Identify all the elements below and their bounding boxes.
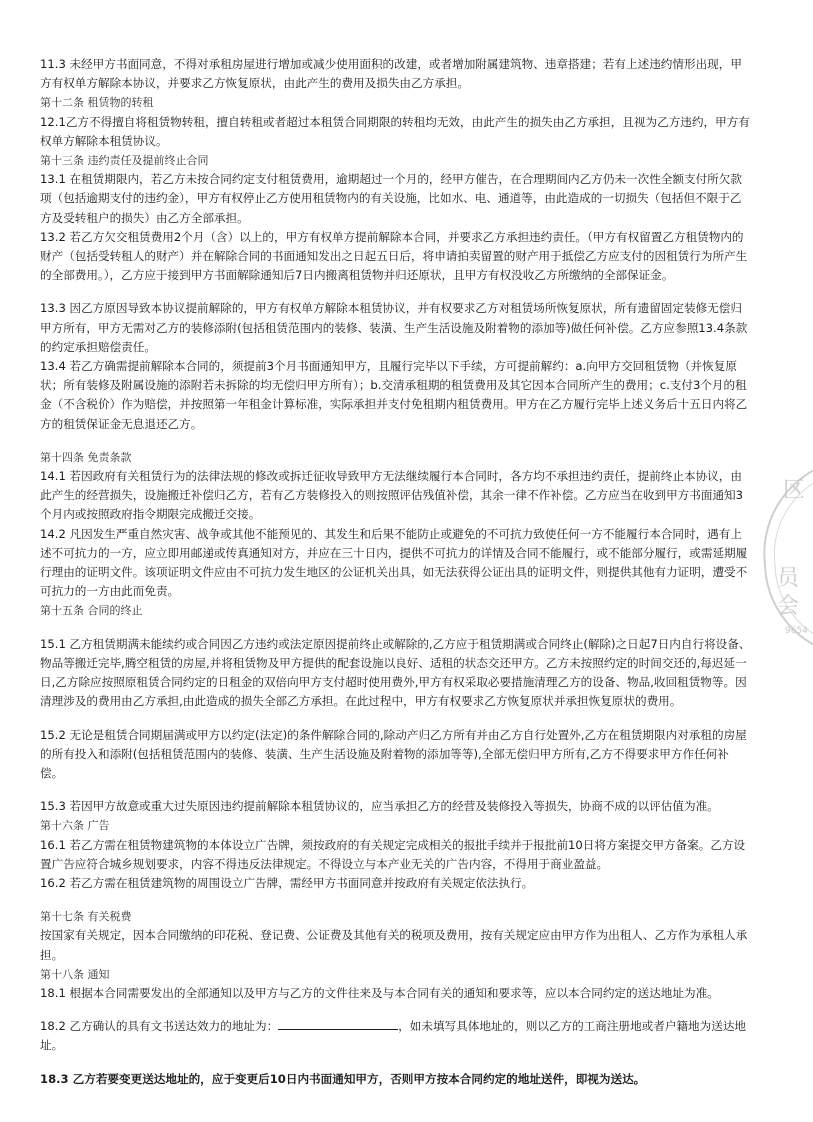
- article-heading-art-13: 第十三条 违约责任及提前终止合同: [40, 154, 209, 168]
- clause-p13-2: 13.2 若乙方欠交租赁费用2个月（含）以上的，甲方有权单方提前解除本合同，并要求乙方承担违约责任。（甲方有权留置乙方租赁物内的财产（包括受转租人的财产）并在解除合同的书面通知发出之日起五日后，将申请拍卖留置的财产用于抵偿乙方应支付的因租赁行为所产生的全部费用。），乙方应于接到甲方书面解除通知后7日内搬离租赁物并归还原状，且甲方有权没收乙方所缴纳的全部保证金。: [40, 229, 748, 283]
- clause-list: [40, 55, 752, 1003]
- clause-18-2-text-after: ，如未填写具体地址的，则以乙方的工商注册地或者户籍地为送达地址。: [40, 1019, 747, 1053]
- svg-text:会: 会: [777, 594, 800, 619]
- article-heading-art-17: 第十七条 有关税费: [40, 910, 132, 924]
- clause-p13-4: 13.4 若乙方确需提前解除本合同的，须提前3个月书面通知甲方，且履行完毕以下手续，方可提前解约：a.向甲方交回租赁物（并恢复原状；所有装修及附属设施的添附若未拆除的均无偿归甲方所有）；b.交清承租期的租赁费用及其它因本合同所产生的费用；c.支付3个月的租金（不含税价）作为赔偿，并按照第一年租金计算标准，实际承担并支付免租期内租赁费用。甲方在乙方履行完毕上述义务后十五日内将乙方的租赁保证金无息退还乙方。: [40, 359, 748, 431]
- article-heading-art-12: 第十二条 租赁物的转租: [40, 96, 154, 110]
- svg-text:员: 员: [777, 566, 800, 591]
- clause-18-2: [40, 1017, 752, 1055]
- clause-p13-3: 13.3 因乙方原因导致本协议提前解除的，甲方有权单方解除本租赁协议，并有权要求乙方对租赁场所恢复原状，所有遗留固定装修无偿归甲方所有，甲方无需对乙方的装修添附(包括租赁范围内的装修、装潢、生产生活设施及附着物的添加等)做任何补偿。乙方应参照13.4条款的约定承担赔偿责任。: [40, 301, 748, 354]
- clause-p15-3: 15.3 若因甲方故意或重大过失原因违约提前解除本租赁协议的，应当承担乙方的经营及装修投入等损失，协商不成的以评估值为准。: [40, 799, 719, 814]
- clause-p14-1: 14.1 若因政府有关租赁行为的法律法规的修改或拆迁征收导致甲方无法继续履行本合同时，各方均不承担违约责任，提前终止本协议，由此产生的经营损失，设施搬迁补偿归乙方，若有乙方装修投入的则按照评估残值补偿，其余一律不作补偿。乙方应当在收到甲方书面通知3个月内或按照政府指令期限完成搬迁交接。: [40, 469, 744, 522]
- clause-p17: 按国家有关规定，因本合同缴纳的印花税、登记费、公证费及其他有关的税项及费用，按有关规定应由甲方作为出租人、乙方作为承租人承担。: [40, 928, 748, 962]
- clause-p18-1: 18.1 根据本合同需要发出的全部通知以及甲方与乙方的文件往来及与本合同有关的通知和要求等，应以本合同约定的送达地址为准。: [40, 985, 719, 1000]
- clause-p14-2: 14.2 凡因发生严重自然灾害、战争或其他不能预见的、其发生和后果不能防止或避免的不可抗力致使任何一方不能履行本合同时，遇有上述不可抗力的一方，应立即用邮递或传真通知对方，并应在三十日内，提供不可抗力的详情及合同不能履行，或不能部分履行，或需延期履行理由的证明文件。该项证明文件应由不可抗力发生地区的公证机关出具，如无法获得公证出具的证明文件，则提供其他有力证明，遭受不可抗力的一方由此而免责。: [40, 526, 748, 599]
- article-heading-art-18: 第十八条 通知: [40, 967, 110, 981]
- article-heading-art-15: 第十五条 合同的终止: [40, 604, 143, 618]
- svg-text:9654: 9654: [785, 626, 808, 636]
- clause-p16-2: 16.2 若乙方需在租赁建筑物的周围设立广告牌，需经甲方书面同意并按政府有关规定依法执行。: [40, 875, 534, 890]
- clause-18-3: 18.3 乙方若要变更送达地址的，应于变更后10日内书面通知甲方，否则甲方按本合同约定的地址送件，即视为送达。: [40, 1071, 646, 1086]
- address-blank-line: [278, 1017, 398, 1030]
- clause-p16-1: 16.1 若乙方需在租赁物建筑物的本体设立广告牌，须按政府的有关规定完成相关的报批手续并于报批前10日将方案提交甲方备案。乙方设置广告应符合城乡规划要求，内容不得违反法律规定。不得设立与本产业无关的广告内容，不得用于商业盈益。: [40, 837, 746, 871]
- clause-p15-1: 15.1 乙方租赁期满未能续约或合同因乙方违约或法定原因提前终止或解除的,乙方应于租赁期满或合同终止(解除)之日起7日内自行将设备、物品等搬迁完毕,腾空租赁的房屋,并将租赁物及甲方提供的配套设施以良好、适租的状态交还甲方。乙方未按照约定的时间交还的,每迟延一日,乙方除应按照原租赁合同约定的日租金的双倍向甲方支付超时使用费外,甲方有权采取必要措施清理乙方的设备、物品,收回租赁物等。因清理涉及的费用由乙方承担,由此造成的损失全部乙方承担。在此过程中，甲方有权要求乙方恢复原状并承担恢复原状的费用。: [40, 636, 751, 709]
- article-heading-art-14: 第十四条 免责条款: [40, 450, 132, 464]
- clause-p11-3: 11.3 未经甲方书面同意，不得对承租房屋进行增加或减少使用面积的改建，或者增加附属建筑物、违章搭建；若有上述违约情形出现，甲方有权单方解除本协议，并要求乙方恢复原状，由此产生的费用及损失由乙方承担。: [40, 57, 742, 91]
- clause-18-2-text-before: 18.2 乙方确认的具有文书送达效力的地址为：: [40, 1019, 279, 1034]
- svg-text:区: 区: [783, 478, 806, 503]
- clause-p12-1: 12.1乙方不得擅自将租赁物转租，擅自转租或者超过本租赁合同期限的转租均无效，由此产生的损失由乙方承担，且视为乙方违约，甲方有权单方解除本租赁协议。: [40, 114, 750, 148]
- clause-p13-1: 13.1 在租赁期限内，若乙方未按合同约定支付租赁费用，逾期超过一个月的，经甲方催告，在合理期间内乙方仍未一次性全额支付所欠款项（包括逾期支付的违约金），甲方有权停止乙方使用租赁物内的有关设施，比如水、电、通道等，由此造成的一切损失（包括但不限于乙方及受转租户的损失）由乙方全部承担。: [40, 172, 742, 225]
- clause-p15-2: 15.2 无论是租赁合同期届满或甲方以约定(法定)的条件解除合同的,除动产归乙方所有并由乙方自行处置外,乙方在租赁期限内对承租的房屋的所有投入和添附(包括租赁范围内的装修、装潢、生产生活设施及附着物的添加等等),全部无偿归甲方所有,乙方不得要求甲方作任何补偿。: [40, 727, 747, 780]
- seal-stamp-fragment: [755, 455, 813, 655]
- contract-page: [40, 55, 752, 1089]
- article-heading-art-16: 第十六条 广告: [40, 819, 110, 833]
